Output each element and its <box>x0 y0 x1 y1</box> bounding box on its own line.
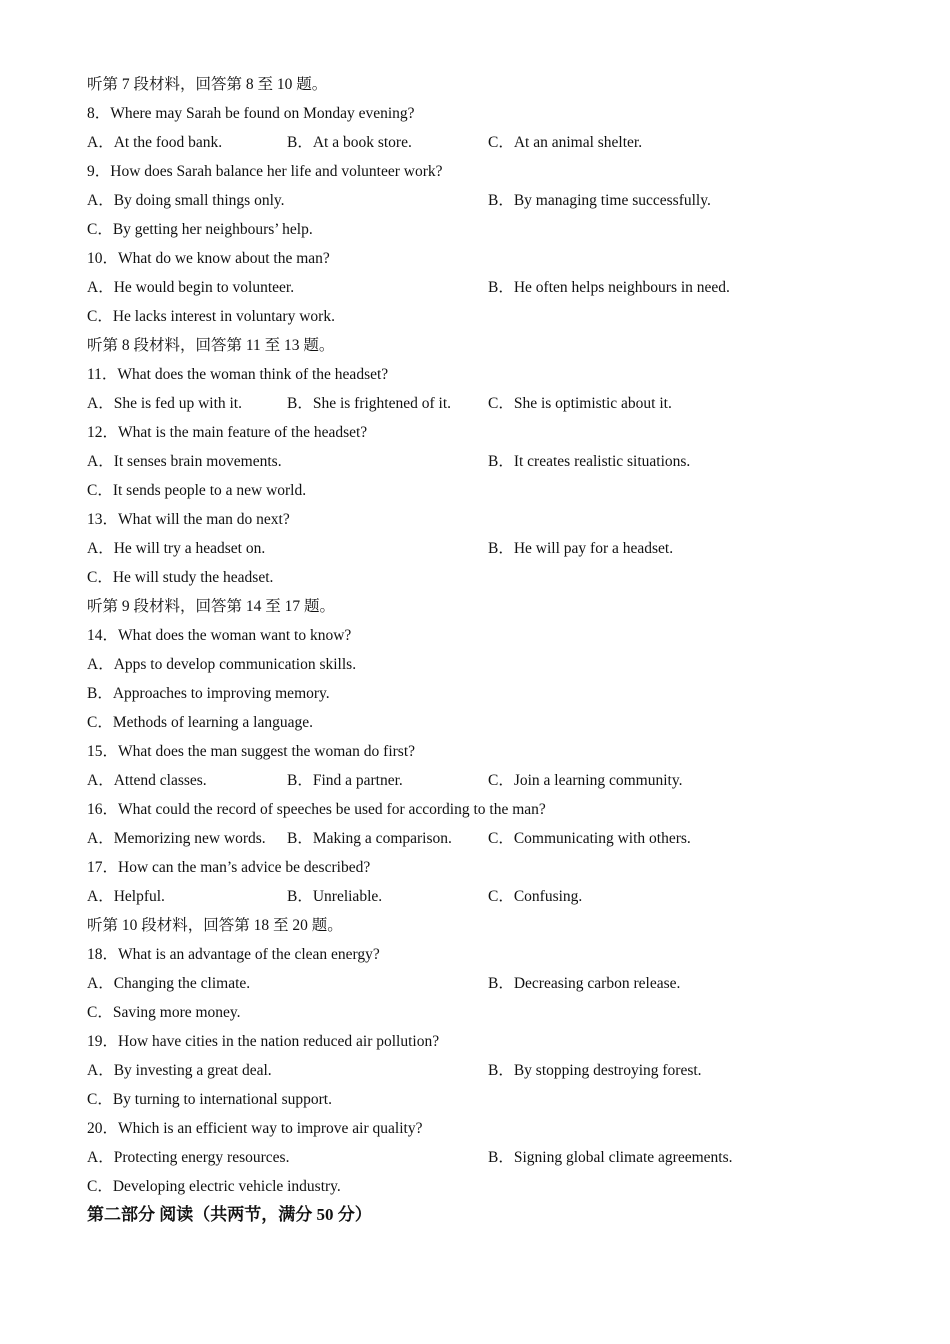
text-line: 15．What does the man suggest the woman do first? <box>87 743 416 760</box>
text-line: A．Apps to develop communication skills. <box>87 656 357 673</box>
answer-option: B．By stopping destroying forest. <box>488 1062 702 1079</box>
answer-option: B．At a book store. <box>287 134 412 151</box>
option-row <box>87 1060 887 1082</box>
answer-option: A．Changing the climate. <box>87 975 251 992</box>
answer-option: B．He often helps neighbours in need. <box>488 279 730 296</box>
answer-option: A．By doing small things only. <box>87 192 285 209</box>
text-line: 听第 8 段材料，回答第 11 至 13 题。 <box>87 337 335 354</box>
option-row <box>87 1147 887 1169</box>
answer-option: B．She is frightened of it. <box>287 395 452 412</box>
answer-option: C．Join a learning community. <box>488 772 683 789</box>
answer-option: A．She is fed up with it. <box>87 395 242 412</box>
text-line: C．He will study the headset. <box>87 569 274 586</box>
answer-option: A．Attend classes. <box>87 772 207 789</box>
answer-option: B．By managing time successfully. <box>488 192 711 209</box>
answer-option: B．Making a comparison. <box>287 830 452 847</box>
option-row <box>87 973 887 995</box>
answer-option: A．Memorizing new words. <box>87 830 266 847</box>
answer-option: A．Helpful. <box>87 888 165 905</box>
text-line: 16．What could the record of speeches be used for according to the man? <box>87 801 546 818</box>
text-line: B．Approaches to improving memory. <box>87 685 330 702</box>
text-line: C．By turning to international support. <box>87 1091 332 1108</box>
section-heading: 第二部分 阅读（共两节，满分 50 分） <box>87 1205 372 1224</box>
option-row <box>87 538 887 560</box>
answer-option: B．It creates realistic situations. <box>488 453 691 470</box>
text-line: 听第 9 段材料，回答第 14 至 17 题。 <box>87 598 336 615</box>
option-row <box>87 770 887 792</box>
text-line: 13．What will the man do next? <box>87 511 290 528</box>
answer-option: B．Signing global climate agreements. <box>488 1149 733 1166</box>
option-row <box>87 393 887 415</box>
text-line: 12．What is the main feature of the headset? <box>87 424 368 441</box>
answer-option: C．She is optimistic about it. <box>488 395 672 412</box>
option-row <box>87 132 887 154</box>
answer-option: C．At an animal shelter. <box>488 134 643 151</box>
text-line: 17．How can the man’s advice be described? <box>87 859 371 876</box>
option-row <box>87 190 887 212</box>
option-row <box>87 828 887 850</box>
text-line: 20．Which is an efficient way to improve air quality? <box>87 1120 423 1137</box>
text-line: C．Methods of learning a language. <box>87 714 313 731</box>
text-line: C．Saving more money. <box>87 1004 241 1021</box>
text-line: 11．What does the woman think of the headset? <box>87 366 389 383</box>
answer-option: C．Confusing. <box>488 888 583 905</box>
text-line: 8．Where may Sarah be found on Monday evening? <box>87 105 415 122</box>
answer-option: A．Protecting energy resources. <box>87 1149 290 1166</box>
text-line: 9．How does Sarah balance her life and volunteer work? <box>87 163 443 180</box>
option-row <box>87 886 887 908</box>
option-row <box>87 451 887 473</box>
text-line: C．It sends people to a new world. <box>87 482 307 499</box>
text-line: 10．What do we know about the man? <box>87 250 330 267</box>
text-line: 19．How have cities in the nation reduced air pollution? <box>87 1033 440 1050</box>
answer-option: A．It senses brain movements. <box>87 453 282 470</box>
answer-option: B．Unreliable. <box>287 888 383 905</box>
answer-option: B．Find a partner. <box>287 772 403 789</box>
text-line: 18．What is an advantage of the clean energy? <box>87 946 380 963</box>
text-line: C．He lacks interest in voluntary work. <box>87 308 335 325</box>
text-line: C．By getting her neighbours’ help. <box>87 221 313 238</box>
text-line: C．Developing electric vehicle industry. <box>87 1178 341 1195</box>
option-row <box>87 277 887 299</box>
answer-option: A．At the food bank. <box>87 134 223 151</box>
answer-option: B．Decreasing carbon release. <box>488 975 681 992</box>
text-line: 听第 10 段材料，回答第 18 至 20 题。 <box>87 917 343 934</box>
answer-option: C．Communicating with others. <box>488 830 691 847</box>
answer-option: A．He would begin to volunteer. <box>87 279 295 296</box>
text-line: 14．What does the woman want to know? <box>87 627 352 644</box>
text-line: 听第 7 段材料，回答第 8 至 10 题。 <box>87 76 328 93</box>
answer-option: B．He will pay for a headset. <box>488 540 674 557</box>
answer-option: A．By investing a great deal. <box>87 1062 272 1079</box>
answer-option: A．He will try a headset on. <box>87 540 266 557</box>
